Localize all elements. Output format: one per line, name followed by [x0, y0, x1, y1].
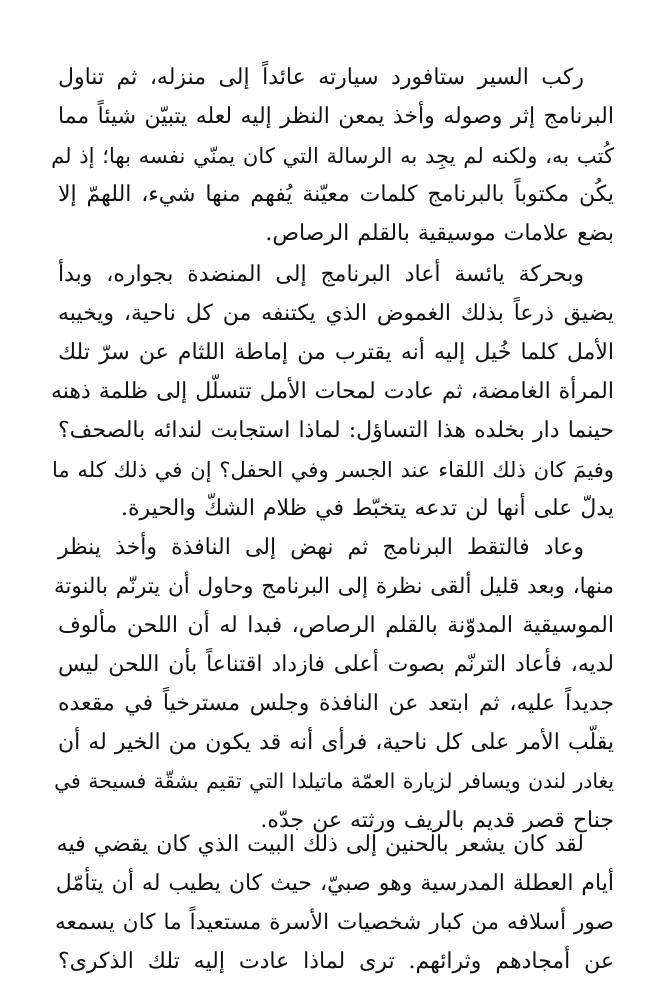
paragraph-3: [53, 528, 614, 840]
paragraph-line: يضيق ذرعاً بذلك الغموض الذي يكتنفه من كل ناحية، ويخيبه: [58, 301, 614, 326]
paragraph-line: كُتب به، ولكنه لم يجِد به الرسالة التي كان يمنّي نفسه بها؛ إذ لم: [51, 143, 614, 168]
paragraph-line: وبحركة يائسة أعاد البرنامج إلى المنضدة بجواره، وبدأ: [58, 262, 584, 287]
paragraph-line: لقد كان يشعر بالحنين إلى ذلك البيت الذي كان يقضي فيه: [56, 832, 584, 857]
paragraph-line: جناح قصر قديم بالريف ورثته عن جدّه.: [260, 808, 614, 833]
paragraph-line: يغادر لندن ويسافر لزيارة العمّة ماتيلدا التي تقيم بشقّة فسيحة في: [54, 769, 614, 793]
paragraph-line: يقلّب الأمر على كل ناحية، فرأى أنه قد يكون من الخير له أن: [58, 730, 614, 755]
paragraph-line: أيام العطلة المدرسية وهو صبيّ، حيث كان يطيب له أن يتأمّل: [55, 871, 614, 896]
paragraph-line: المرأة الغامضة، ثم عادت لمحات الأمل تتسلّل إلى ظلمة ذهنه: [50, 379, 614, 404]
paragraph-line: جديداً عليه، ثم ابتعد عن النافذة وجلس مسترخياً في مقعده: [58, 691, 614, 716]
paragraph-line: حينما دار بخلده هذا التساؤل: لماذا استجابت لندائه بالصحف؟: [58, 418, 614, 443]
paragraph-line: الأمل كلما خُيل إليه أنه يقترب من إماطة اللثام عن سرّ تلك: [58, 340, 614, 365]
paragraph-line: وعاد فالتقط البرنامج ثم نهض إلى النافذة وأخذ ينظر: [58, 535, 584, 560]
paragraph-4: [54, 825, 614, 981]
paragraph-line: لديه، فأعاد الترنّم بصوت أعلى فازداد اقتناعاً بأن اللحن ليس: [58, 652, 614, 677]
paragraph-2: [50, 255, 614, 528]
paragraph-line: وفيمَ كان ذلك اللقاء عند الجسر وفي الحفل؟ إن في ذلك كله ما: [51, 457, 614, 482]
paragraph-line: ركب السير ستافورد سيارته عائداً إلى منزله، ثم تناول: [58, 65, 584, 90]
paragraph-1: [51, 58, 614, 253]
paragraph-line: يكُن مكتوباً بالبرنامج كلمات معيّنة يُفهم منها شيء، اللهمّ إلا: [58, 182, 614, 207]
paragraph-line: عن أمجادهم وثرائهم. ترى لماذا عادت إليه تلك الذكرى؟: [58, 949, 614, 974]
paragraph-line: منها، وبعد قليل ألقى نظرة إلى البرنامج وحاول أن يترنّم بالنوتة: [53, 574, 614, 599]
paragraph-line: بضع علامات موسيقية بالقلم الرصاص.: [265, 221, 614, 246]
paragraph-line: البرنامج إثر وصوله وأخذ يمعن النظر إليه لعله يتبيّن شيئاً مما: [58, 104, 614, 129]
paragraph-line: يدلّ على أنها لن تدعه يتخبّط في ظلام الشكّ والحيرة.: [121, 496, 614, 521]
paragraph-line: صور أسلافه من كبار شخصيات الأسرة مستعيداً ما كان يسمعه: [54, 910, 614, 935]
paragraph-line: الموسيقية المدوّنة بالقلم الرصاص، فبدا له أن اللحن مألوف: [58, 613, 614, 638]
